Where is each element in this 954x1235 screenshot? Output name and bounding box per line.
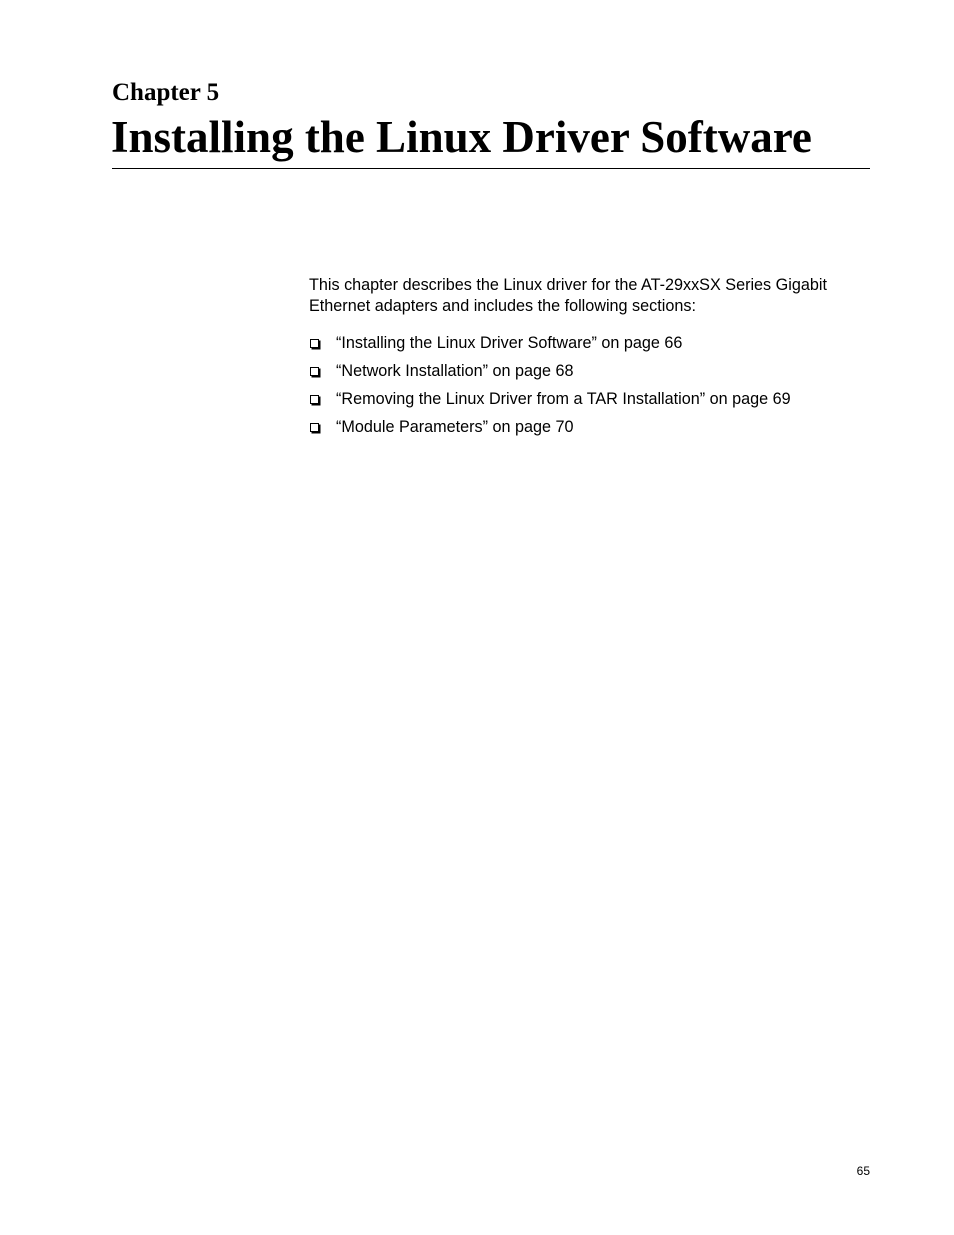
section-link-label[interactable]: “Installing the Linux Driver Software” on page 66 — [336, 334, 683, 352]
list-item[interactable] — [309, 361, 791, 381]
list-item[interactable] — [309, 333, 791, 353]
section-link-label[interactable]: “Removing the Linux Driver from a TAR Installation” on page 69 — [336, 390, 791, 408]
section-link-label[interactable]: “Module Parameters” on page 70 — [336, 418, 574, 436]
list-item[interactable] — [309, 389, 791, 409]
section-link-label[interactable]: “Network Installation” on page 68 — [336, 362, 574, 380]
chapter-label: Chapter 5 — [112, 79, 220, 106]
checkbox-icon — [310, 423, 319, 432]
section-list — [309, 333, 791, 445]
title-divider — [112, 168, 870, 169]
intro-paragraph: This chapter describes the Linux driver for the AT-29xxSX Series Gigabit Ethernet adapters and includes the following sections: — [309, 276, 827, 315]
checkbox-icon — [310, 367, 319, 376]
checkbox-icon — [310, 395, 319, 404]
chapter-title: Installing the Linux Driver Software — [111, 112, 812, 162]
list-item[interactable] — [309, 417, 791, 437]
checkbox-icon — [310, 339, 319, 348]
page-number: 65 — [856, 1164, 870, 1178]
